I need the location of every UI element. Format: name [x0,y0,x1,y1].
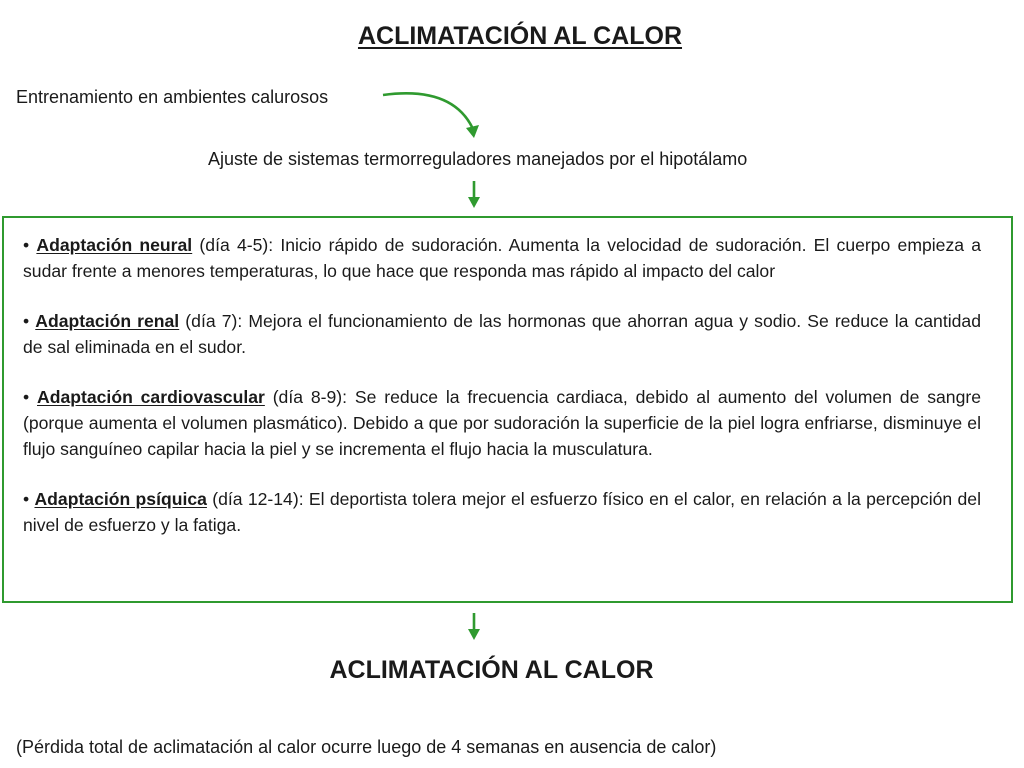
adaptation-neural [23,232,981,284]
adjust-text: Ajuste de sistemas termorreguladores manejados por el hipotálamo [208,149,748,169]
adaptation-term: Adaptación renal [35,311,180,331]
adaptation-renal [23,308,981,360]
page-title: ACLIMATACIÓN AL CALOR [357,22,683,50]
adaptation-description: (día 12-14): El deportista tolera mejor el esfuerzo físico en el calor, en relación a la percepción del nivel de esfuerzo y la fatiga. [23,489,981,535]
adaptation-description: (día 4-5): Inicio rápido de sudoración. Aumenta la velocidad de sudoración. El cuerpo empieza a sudar frente a menores temperaturas, lo que hace que responda mas rápido al impacto del calor [23,235,982,281]
adaptation-description: (día 8-9): Se reduce la frecuencia cardiaca, debido al aumento del volumen de sangre (porque aumenta el volumen plasmático). Debido a que por sudoración la superficie de la piel logra enfriarse, disminuye el flujo sanguíneo capilar hacia la piel y se incrementa el flujo hacia la musculatura. [23,387,982,459]
adaptation-description: (día 7): Mejora el funcionamiento de las hormonas que ahorran agua y sodio. Se reduce la cantidad de sal eliminada en el sudor. [23,311,981,357]
curved-arrow-icon [375,85,485,145]
intro-text: Entrenamiento en ambientes calurosos [16,87,329,107]
adaptation-term: Adaptación cardiovascular [37,387,265,407]
bullet: • [23,311,30,331]
adaptations-box [2,216,1013,603]
footnote: (Pérdida total de aclimatación al calor ocurre luego de 4 semanas en ausencia de calor) [16,737,717,757]
adaptation-term: Adaptación psíquica [34,489,207,509]
down-arrow-icon [466,180,482,210]
bullet: • [23,489,30,509]
adaptation-term: Adaptación neural [36,235,193,255]
result-title: ACLIMATACIÓN AL CALOR [329,656,654,684]
bullet: • [23,387,30,407]
adaptation-cardiovascular [23,384,981,462]
adaptation-psiquica [23,486,981,538]
down-arrow-icon [466,612,482,642]
bullet: • [23,235,30,255]
